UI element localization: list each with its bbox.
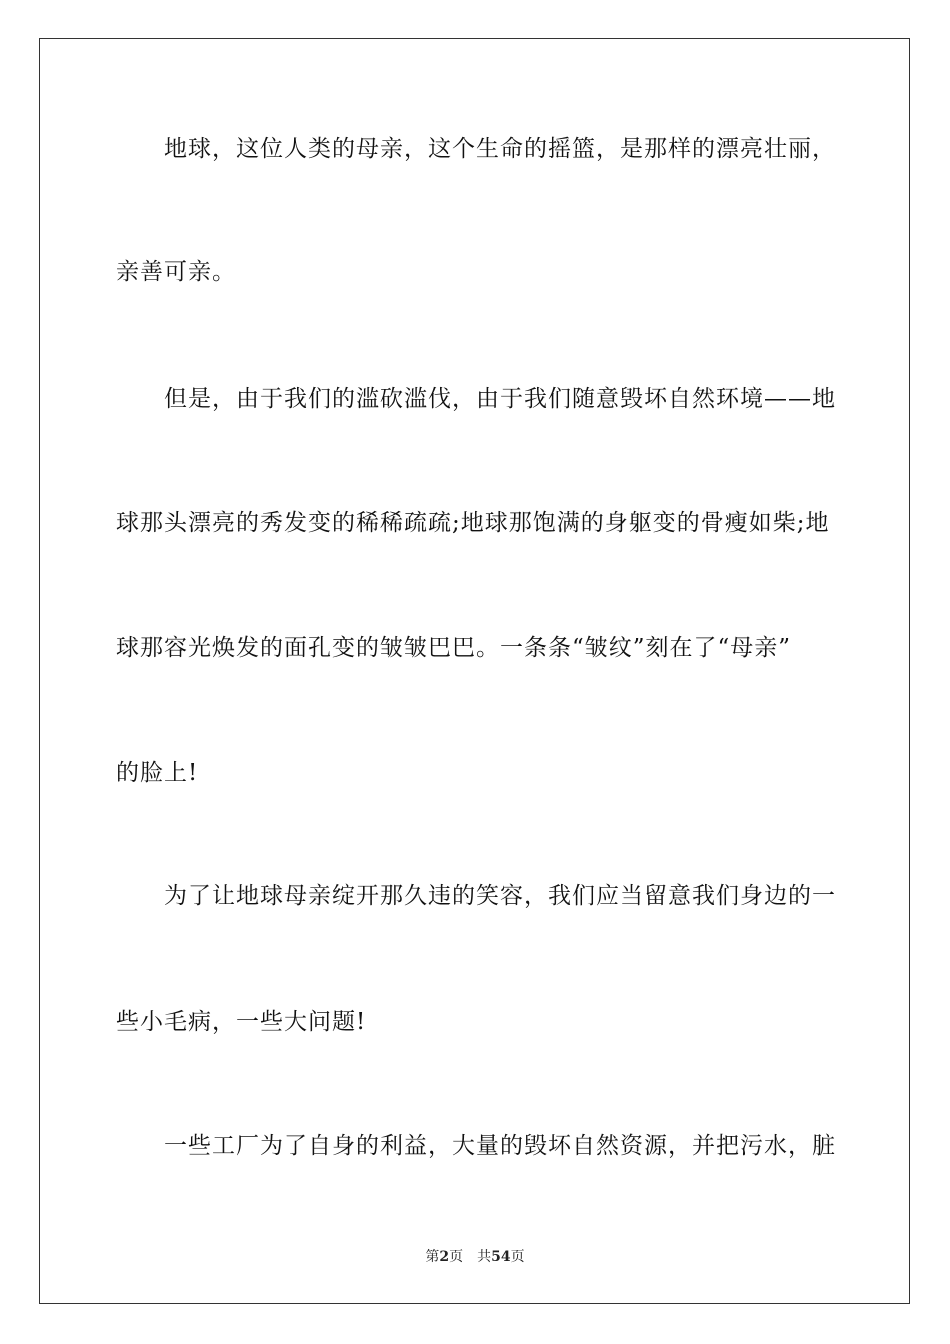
total-pages-indicator: 共54页: [477, 1249, 525, 1265]
body-text-line: 些小毛病，一些大问题!: [116, 1009, 367, 1035]
body-text-line: 亲善可亲。: [116, 259, 236, 285]
current-page-number: 2: [439, 1249, 450, 1265]
page-footer: [0, 1248, 950, 1266]
body-text-line: 为了让地球母亲绽开那久违的笑容，我们应当留意我们身边的一: [164, 883, 836, 909]
body-text-line: 地球，这位人类的母亲，这个生命的摇篮，是那样的漂亮壮丽，: [164, 136, 836, 162]
body-text-line: 球那头漂亮的秀发变的稀稀疏疏;地球那饱满的身躯变的骨瘦如柴;地: [116, 510, 830, 536]
body-text-line: 球那容光焕发的面孔变的皱皱巴巴。一条条“皱纹”刻在了“母亲”: [116, 635, 792, 661]
total-page-count: 54: [491, 1249, 511, 1265]
body-text-line: 但是，由于我们的滥砍滥伐，由于我们随意毁坏自然环境——地: [164, 386, 836, 412]
page-border: [39, 38, 910, 1304]
page-indicator: 第2页: [425, 1249, 464, 1265]
body-text-line: 一些工厂为了自身的利益，大量的毁坏自然资源，并把污水，脏: [164, 1133, 836, 1159]
body-text-line: 的脸上!: [116, 760, 199, 786]
